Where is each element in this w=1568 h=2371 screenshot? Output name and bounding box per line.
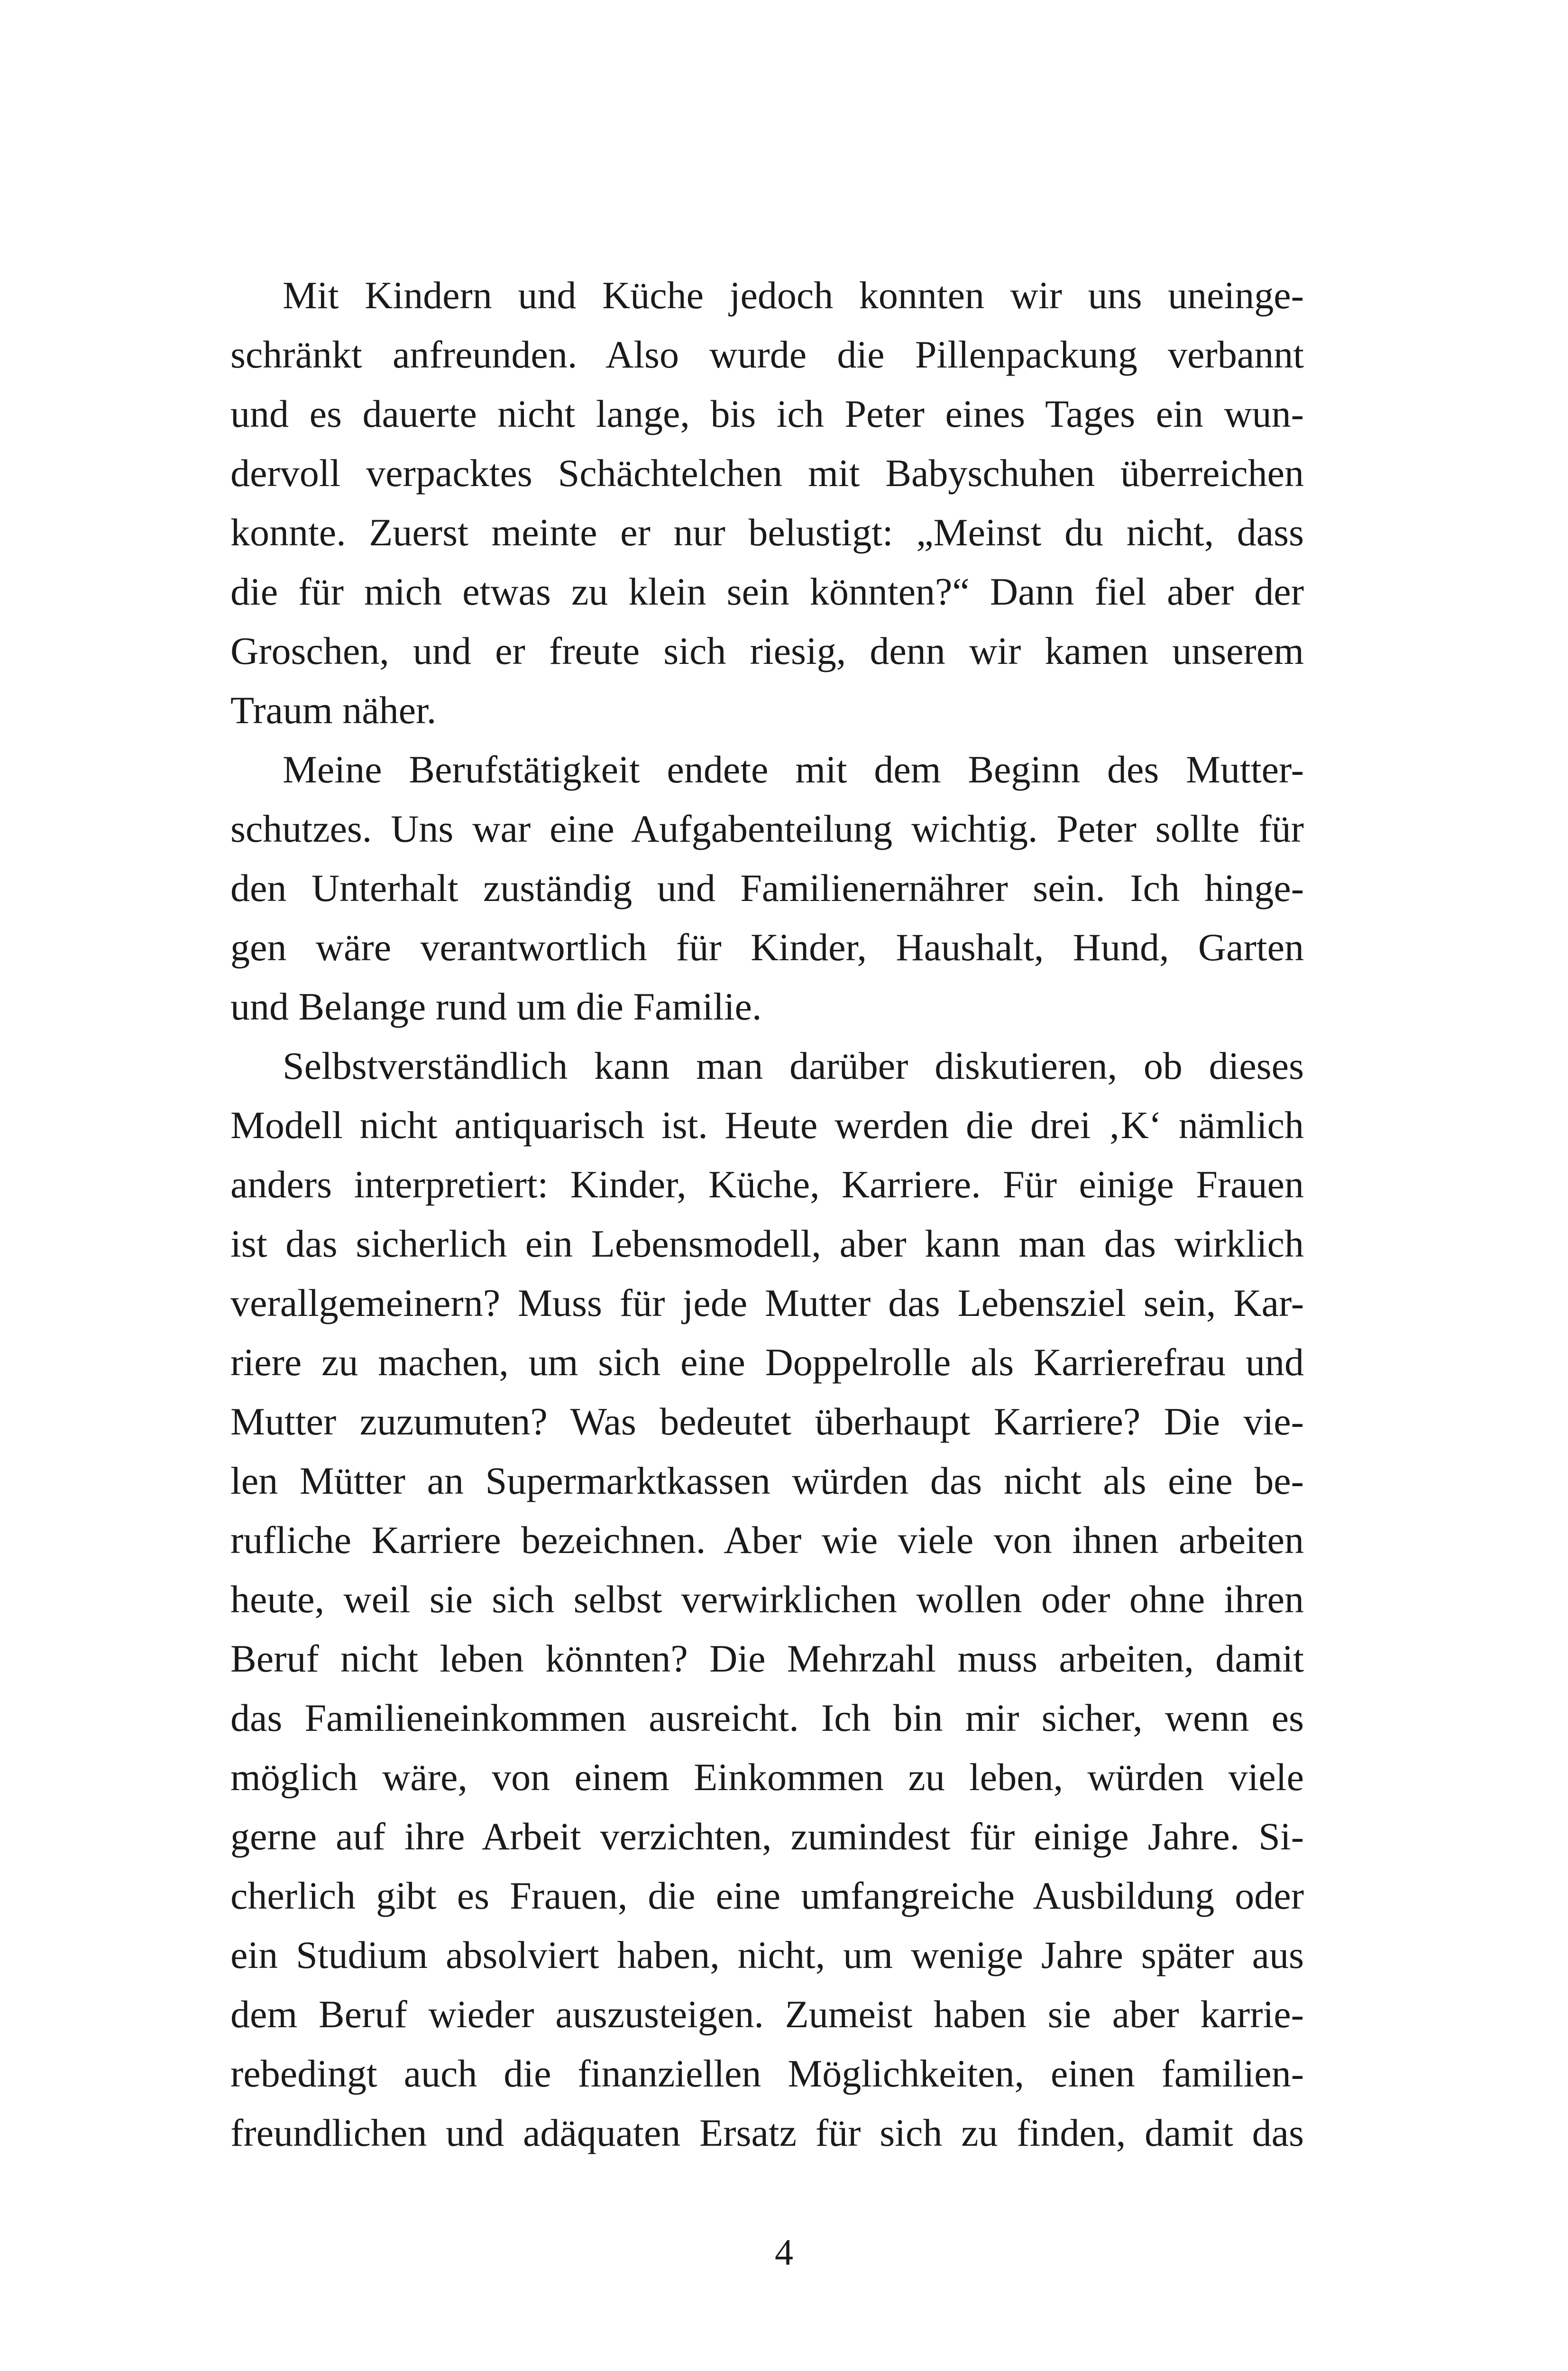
text-line: den Unterhalt zuständig und Familienernährer sein. Ich hinge- <box>230 866 1304 910</box>
text-line: Mit Kindern und Küche jedoch konnten wir uns uneinge- <box>283 274 1304 317</box>
text-line: und Belange rund um die Familie. <box>230 985 762 1028</box>
text-line: cherlich gibt es Frauen, die eine umfangreiche Ausbildung oder <box>230 1874 1304 1917</box>
text-line: ein Studium absolviert haben, nicht, um wenige Jahre später aus <box>230 1933 1304 1976</box>
paragraph-1 <box>230 266 1304 740</box>
text-line: gerne auf ihre Arbeit verzichten, zumindest für einige Jahre. Si- <box>230 1815 1304 1858</box>
text-line: verallgemeinern? Muss für jede Mutter das Lebensziel sein, Kar- <box>230 1281 1304 1324</box>
text-line: Beruf nicht leben könnten? Die Mehrzahl muss arbeiten, damit <box>230 1637 1304 1680</box>
text-line: heute, weil sie sich selbst verwirklichen wollen oder ohne ihren <box>230 1578 1304 1621</box>
paragraph-2 <box>230 740 1304 1036</box>
text-line: ist das sicherlich ein Lebensmodell, aber kann man das wirklich <box>230 1222 1304 1265</box>
text-line: konnte. Zuerst meinte er nur belustigt: „Meinst du nicht, dass <box>230 511 1304 554</box>
text-line: len Mütter an Supermarktkassen würden das nicht als eine be- <box>230 1459 1304 1502</box>
text-line: freundlichen und adäquaten Ersatz für sich zu finden, damit das <box>230 2111 1304 2154</box>
paragraph-3 <box>230 1036 1304 2162</box>
text-line: rufliche Karriere bezeichnen. Aber wie viele von ihnen arbeiten <box>230 1518 1304 1562</box>
text-line: die für mich etwas zu klein sein könnten?“ Dann fiel aber der <box>230 570 1304 613</box>
text-line: Mutter zuzumuten? Was bedeutet überhaupt Karriere? Die vie- <box>230 1400 1304 1443</box>
text-line: anders interpretiert: Kinder, Küche, Karriere. Für einige Frauen <box>230 1163 1304 1206</box>
text-line: Modell nicht antiquarisch ist. Heute werden die drei ‚K‘ nämlich <box>230 1103 1304 1147</box>
page-number: 4 <box>775 2232 793 2273</box>
text-line: gen wäre verantwortlich für Kinder, Haushalt, Hund, Garten <box>230 926 1304 969</box>
text-line: Selbstverständlich kann man darüber diskutieren, ob dieses <box>283 1044 1304 1087</box>
text-line: dervoll verpacktes Schächtelchen mit Babyschuhen überreichen <box>230 451 1304 495</box>
text-line: schutzes. Uns war eine Aufgabenteilung wichtig. Peter sollte für <box>230 807 1304 850</box>
text-line: dem Beruf wieder auszusteigen. Zumeist haben sie aber karrie- <box>230 1993 1304 2036</box>
text-line: möglich wäre, von einem Einkommen zu leben, würden viele <box>230 1755 1304 1799</box>
text-line: Groschen, und er freute sich riesig, denn wir kamen unserem <box>230 629 1304 672</box>
text-line: das Familieneinkommen ausreicht. Ich bin mir sicher, wenn es <box>230 1696 1304 1739</box>
text-line: schränkt anfreunden. Also wurde die Pillenpackung verbannt <box>230 333 1304 376</box>
page-body <box>230 266 1304 2162</box>
text-line: und es dauerte nicht lange, bis ich Peter eines Tages ein wun- <box>230 392 1304 435</box>
text-line: rebedingt auch die finanziellen Möglichkeiten, einen familien- <box>230 2052 1304 2095</box>
text-line: riere zu machen, um sich eine Doppelrolle als Karrierefrau und <box>230 1341 1304 1384</box>
text-line: Traum näher. <box>230 689 437 732</box>
text-line: Meine Berufstätigkeit endete mit dem Beginn des Mutter- <box>283 748 1304 791</box>
